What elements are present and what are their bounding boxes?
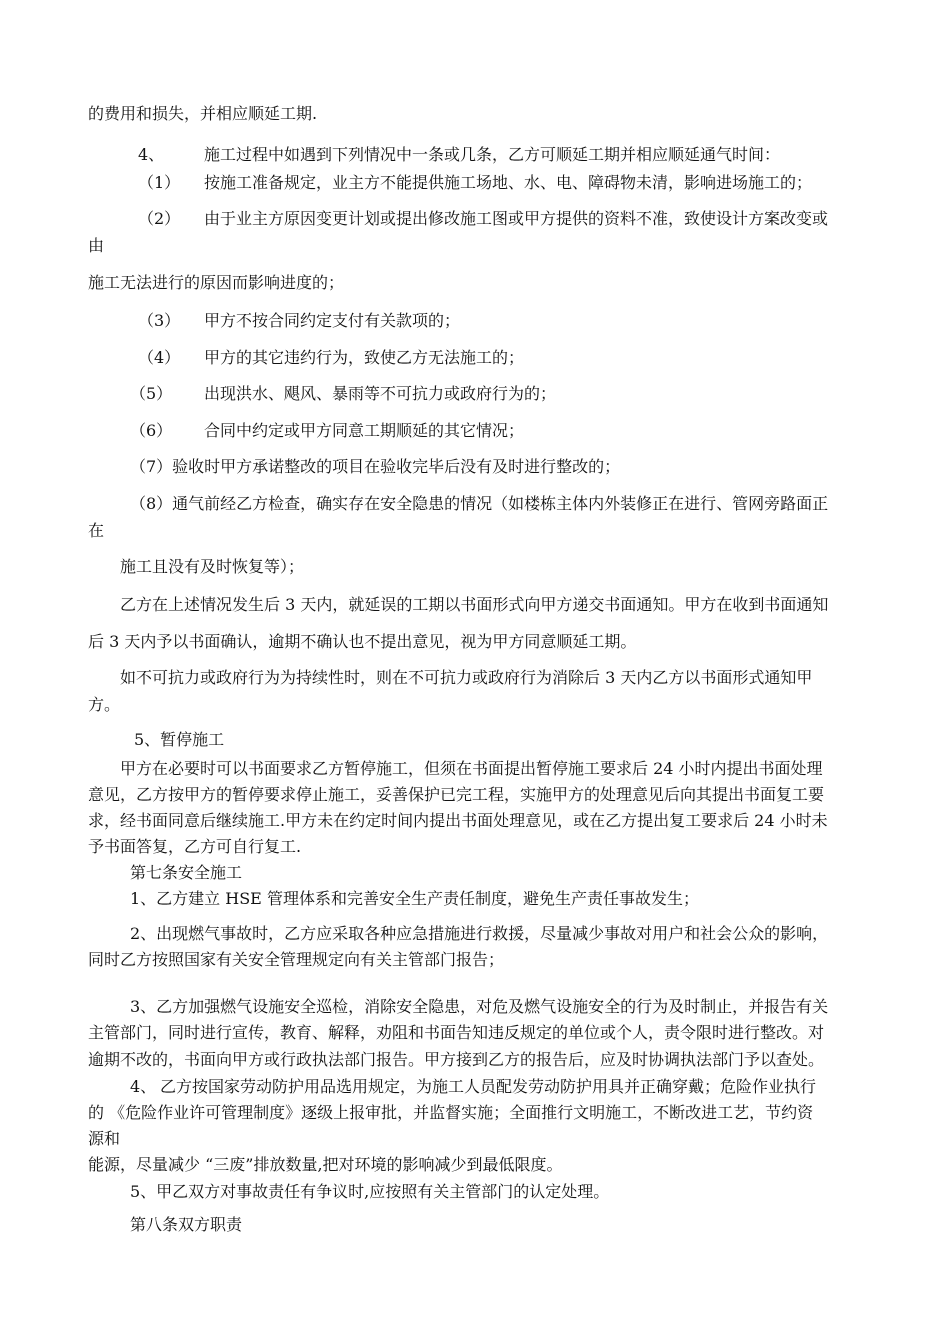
text-line: 主管部门，同时进行宣传，教育、解释，劝阻和书面告知违反规定的单位或个人，责令限时进行整改。对 (88, 1023, 825, 1042)
text-line: 由 (88, 236, 105, 255)
text-line: 1、乙方建立 HSE 管理体系和完善安全生产责任制度，避免生产责任事故发生； (130, 889, 699, 908)
section-heading: 5、暂停施工 (134, 730, 225, 749)
text-line: 能源，尽量减少 “三废”排放数量,把对环境的影响减少到最低限度。 (88, 1155, 563, 1174)
text-line: 由于业主方原因变更计划或提出修改施工图或甲方提供的资料不准，致使设计方案改变或 (204, 209, 829, 228)
text-line: 乙方按国家劳动防护用品选用规定，为施工人员配发劳动防护用具并正确穿戴；危险作业执行 (160, 1077, 817, 1096)
text-line: 的费用和损失，并相应顺延工期. (88, 104, 318, 123)
text-line: 3、乙方加强燃气设施安全巡检，消除安全隐患，对危及燃气设施安全的行为及时制止，并报告有关 (130, 997, 829, 1016)
text-line: 甲方的其它违约行为，致使乙方无法施工的； (204, 348, 525, 367)
text-line: 按施工准备规定，业主方不能提供施工场地、水、电、障碍物未清，影响进场施工的； (204, 173, 813, 192)
text-line: （7）验收时甲方承诺整改的项目在验收完毕后没有及时进行整改的； (130, 457, 621, 476)
text-line: 2、出现燃气事故时，乙方应采取各种应急措施进行救援，尽量减少事故对用户和社会公众的影响， (130, 924, 829, 943)
text-line: 如不可抗力或政府行为为持续性时，则在不可抗力或政府行为消除后 3 天内乙方以书面形式通知甲 (120, 668, 813, 687)
text-line: 出现洪水、飓风、暴雨等不可抗力或政府行为的； (204, 384, 557, 403)
text-line: 意见，乙方按甲方的暂停要求停止施工，妥善保护已完工程，实施甲方的处理意见后向其提出书面复工要 (88, 785, 825, 804)
text-line: 源和 (88, 1129, 121, 1148)
text-line: 方。 (88, 695, 121, 714)
text-line: 在 (88, 521, 105, 540)
item-number: （5） (130, 384, 173, 403)
text-line: 予书面答复，乙方可自行复工. (88, 837, 302, 856)
text-line: （8）通气前经乙方检查，确实存在安全隐患的情况（如楼栋主体内外装修正在进行、管网旁路面正 (130, 494, 829, 513)
article-heading: 第八条双方职责 (130, 1215, 243, 1234)
text-line: 施工无法进行的原因而影响进度的； (88, 273, 345, 292)
item-number: （2） (138, 209, 181, 228)
article-heading: 第七条安全施工 (130, 863, 243, 882)
item-number: （6） (130, 421, 173, 440)
item-number: （1） (138, 173, 181, 192)
text-line: 甲方不按合同约定支付有关款项的； (204, 311, 461, 330)
item-number: 4、 (138, 145, 165, 164)
text-line: 逾期不改的，书面向甲方或行政执法部门报告。甲方接到乙方的报告后，应及时协调执法部门予以查处。 (88, 1050, 825, 1069)
item-number: 4、 (130, 1077, 157, 1096)
item-number: （4） (138, 348, 181, 367)
item-number: （3） (138, 311, 181, 330)
text-line: 的 《危险作业许可管理制度》逐级上报审批，并监督实施；全面推行文明施工，不断改进工艺，节约资 (88, 1103, 814, 1122)
text-line: 求，经书面同意后继续施工.甲方未在约定时间内提出书面处理意见，或在乙方提出复工要求后 24 小时未 (88, 811, 828, 830)
text-line: 施工过程中如遇到下列情况中一条或几条，乙方可顺延工期并相应顺延通气时间： (204, 145, 781, 164)
text-line: 乙方在上述情况发生后 3 天内，就延误的工期以书面形式向甲方递交书面通知。甲方在收到书面通知 (120, 595, 829, 614)
text-line: 5、甲乙双方对事故责任有争议时,应按照有关主管部门的认定处理。 (130, 1182, 610, 1201)
text-line: 甲方在必要时可以书面要求乙方暂停施工，但须在书面提出暂停施工要求后 24 小时内提出书面处理 (120, 759, 823, 778)
text-line: 后 3 天内予以书面确认，逾期不确认也不提出意见，视为甲方同意顺延工期。 (88, 632, 637, 651)
text-line: 合同中约定或甲方同意工期顺延的其它情况； (204, 421, 525, 440)
text-line: 同时乙方按照国家有关安全管理规定向有关主管部门报告； (88, 950, 505, 969)
text-line: 施工且没有及时恢复等）； (120, 557, 305, 576)
